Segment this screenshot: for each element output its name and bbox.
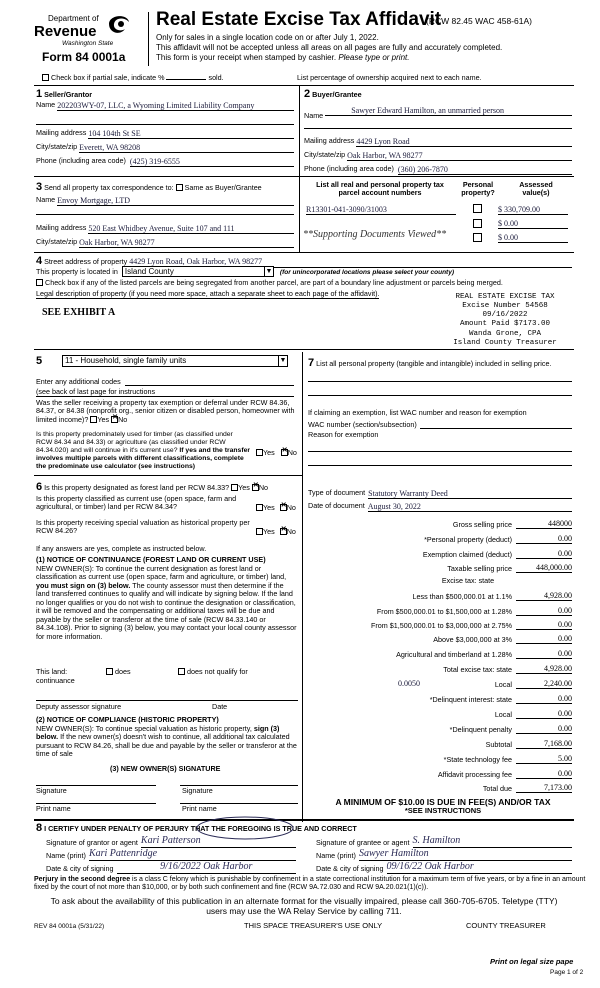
notice-2-bold: sign (3) below. — [36, 724, 280, 742]
wa-logo-icon — [105, 12, 131, 36]
calc-row — [308, 754, 572, 764]
chevron-down-icon: ▼ — [265, 268, 273, 275]
grantor-signature-field[interactable]: Kari Patterson — [141, 835, 296, 848]
buyer-mail-label: Mailing address — [304, 136, 355, 145]
calc-value[interactable]: 0.00 — [516, 620, 572, 630]
calc-label: Above $3,000,000 at 3% — [433, 634, 512, 644]
see-instructions: *SEE INSTRUCTIONS — [404, 806, 482, 815]
section-5-number: 5 — [36, 355, 43, 367]
doc-date-label: Date of document — [308, 501, 365, 510]
calc-label: Affidavit processing fee — [437, 769, 512, 779]
alternate-format-note: To ask about the availability of this publication in an alternate format for the visually impaired, please call 360-705-6705. Teletype (TTY) users may use the WA Relay Service by calling 711. — [50, 896, 558, 916]
page-title: Real Estate Excise Tax Affidavit — [156, 9, 442, 30]
calc-row — [308, 679, 572, 689]
seller-mail-field[interactable]: 104 104th St SE — [88, 129, 294, 139]
calc-label: *State technology fee — [443, 754, 512, 764]
exempt-yes-label: Yes — [97, 414, 110, 424]
calc-label: Exemption claimed (deduct) — [422, 549, 512, 559]
county-select[interactable] — [122, 266, 274, 277]
located-note: (for unincorporated locations please select your county) — [279, 269, 454, 276]
wac-label: WAC number (section/subsection) — [308, 420, 417, 429]
notice-1-title: (1) NOTICE OF CONTINUANCE (FOREST LAND OR CURRENT USE) — [36, 555, 266, 564]
sold-label: sold. — [208, 73, 224, 82]
codes-label: Enter any additional codes — [36, 377, 121, 386]
calc-row — [308, 739, 572, 749]
wac-number-field[interactable] — [420, 421, 572, 429]
calc-value[interactable]: 0.00 — [516, 694, 572, 704]
calc-row — [308, 709, 572, 719]
calc-value[interactable]: 0.00 — [516, 549, 572, 559]
exemption-claim-label: If claiming an exemption, list WAC number and reason for exemption — [308, 408, 527, 417]
street-label: Street address of property — [44, 257, 128, 266]
legal-size-note: Print on legal size pape — [490, 957, 574, 966]
calc-value[interactable]: 0.00 — [516, 769, 572, 779]
calc-row — [308, 591, 572, 601]
this-land-label: This land: — [36, 667, 68, 676]
seller-city-label: City/state/zip — [36, 142, 78, 151]
calc-row — [308, 664, 572, 674]
header-note-1: Only for sales in a single location code on or after July 1, 2022. — [156, 33, 379, 42]
calc-label: Excise tax: state — [441, 576, 495, 585]
grantor-name-field[interactable]: Kari Pattenridge — [89, 848, 296, 861]
doc-type-label: Type of document — [308, 488, 366, 497]
stamp-line-2: 09/16/2022 — [482, 311, 528, 320]
calc-value[interactable]: 4,928.00 — [516, 591, 572, 601]
seller-name-field[interactable]: 202203WY-07, LLC, a Wyoming Limited Liability Company — [57, 101, 294, 111]
buyer-phone-label: Phone (including area code) — [304, 164, 394, 173]
calc-label: Less than $500,000.01 at 1.1% — [412, 591, 512, 601]
calc-row — [308, 519, 572, 529]
calc-row — [308, 724, 572, 734]
exempt-no-label: No — [118, 414, 128, 424]
seller-phone-field[interactable]: (425) 319-6555 — [130, 157, 294, 167]
calc-row — [308, 620, 572, 630]
grantee-sig-label: Signature of grantee or agent — [316, 838, 410, 848]
ownership-note: List percentage of ownership acquired next to each name. — [297, 73, 482, 82]
notice-2-text-a: NEW OWNER(S): To continue special valuation as historic property, — [36, 724, 252, 733]
notice-1-text-b: The county assessor must then determine if the land transferred continues to qualify and will indicate by signing below. If the land no longer qualifies or you do not wish to continue the designation or classification, it will be removed and the compensating or additional taxes will be due and payable by the seller or transferor at the time of sale (RCW 84.33.140 or 84.34.108). Prior to signing (3) below, you may contact your local county assessor for more information. — [36, 580, 297, 641]
new-owner-signature-2[interactable]: Signature — [182, 786, 213, 795]
personal-property-label: List all personal property (tangible and intangible) included in selling price. — [316, 359, 552, 368]
continuance-label: continuance — [36, 676, 75, 685]
land-use-value: 11 - Household, single family units — [65, 356, 187, 365]
does-label: does — [115, 667, 131, 676]
grantee-date-label: Date & city of signing — [316, 864, 384, 874]
corr-name-field[interactable]: Envoy Mortgage, LTD — [57, 196, 294, 206]
buyer-phone-field[interactable]: (360) 206-7870 — [398, 165, 572, 175]
timber-yes-label: Yes — [263, 448, 275, 457]
assessor-date-label: Date — [212, 702, 228, 711]
grantor-name-label: Name (print) — [46, 851, 86, 861]
treasurer-space-label: THIS SPACE TREASURER'S USE ONLY — [244, 921, 383, 930]
calc-value[interactable]: 0.00 — [516, 709, 572, 719]
current-use-yes-checkbox[interactable] — [256, 504, 263, 511]
notice-2-title: (2) NOTICE OF COMPLIANCE (HISTORIC PROPERTY) — [36, 715, 219, 724]
exemption-question: Was the seller receiving a property tax exemption or deferral under RCW 84.36, 84.37, or 84.38 (nonprofit org., senior citizen or disabled person, homeowner with limited income)? — [36, 398, 295, 424]
header-note-3: This form is your receipt when stamped by cashier. — [156, 53, 337, 62]
calc-row — [308, 563, 572, 573]
section-8-number: 8 — [36, 822, 43, 834]
legal-description-label: Legal description of property (if you need more space, attach a separate sheet to each page of the affidavit). — [36, 289, 380, 298]
located-label: This property is located in — [36, 267, 118, 276]
grantor-date-field[interactable]: 9/16/2022 Oak Harbor — [117, 861, 296, 874]
forest-no-label: No — [258, 483, 269, 492]
doc-date-field[interactable]: August 30, 2022 — [368, 502, 572, 512]
grantee-name-label: Name (print) — [316, 851, 356, 861]
parcel-col-personal: Personal property? — [461, 180, 495, 198]
parcel-personal-checkbox-1[interactable] — [473, 204, 482, 213]
calc-label: *Delinquent interest: state — [429, 694, 512, 704]
calc-label: Total excise tax: state — [443, 664, 512, 674]
forest-no-checkbox[interactable] — [252, 484, 259, 491]
parcel-personal-checkbox-2[interactable] — [473, 219, 482, 228]
timber-yes-checkbox[interactable] — [256, 449, 263, 456]
notice-1-bold: you must sign on (3) below. — [36, 580, 131, 590]
does-not-label: does not qualify for — [187, 667, 248, 676]
parcel-col-accounts: List all real and personal property tax parcel account numbers — [316, 180, 444, 198]
rcw-ref: (RCW 82.45 WAC 458-61A) — [426, 16, 532, 26]
new-owner-signature-1[interactable]: Signature — [36, 786, 67, 795]
corr-city-field[interactable]: Oak Harbor, WA 98277 — [79, 238, 294, 248]
buyer-name-label: Name — [304, 111, 324, 120]
current-use-question: Is this property classified as current use (open space, farm and agricultural, or timber) land per RCW 84.34? — [36, 494, 237, 512]
timber-no-label: No — [287, 448, 297, 457]
calc-row — [308, 783, 572, 793]
calc-label: From $500,000.01 to $1,500,000 at 1.28% — [376, 606, 512, 616]
historical-yes-checkbox[interactable] — [256, 528, 263, 535]
header-note-2: This affidavit will not be accepted unless all areas on all pages are fully and accurately completed. — [156, 43, 503, 52]
seller-heading: Seller/Grantor — [44, 90, 93, 99]
corr-name-label: Name — [36, 195, 56, 204]
grantee-date-field[interactable]: 09/16/22 Oak Harbor — [387, 861, 572, 874]
calc-label: Subtotal — [485, 739, 512, 749]
calc-value[interactable]: 7,173.00 — [516, 783, 572, 793]
calc-value[interactable]: 5.00 — [516, 754, 572, 764]
calc-value[interactable]: 448000 — [516, 519, 572, 529]
codes-note: (see back of last page for instructions — [36, 388, 294, 397]
calc-value[interactable]: 0.00 — [516, 634, 572, 644]
stamp-line-1: Excise Number 54568 — [462, 302, 548, 311]
timber-bold-note: If yes and the transfer involves multiple parcels with different classifications, complete the predominate use calculator (see instructions) — [36, 447, 251, 471]
buyer-mail-field[interactable]: 4429 Lyon Road — [356, 137, 572, 147]
minimum-notice: A MINIMUM OF $10.00 IS DUE IN FEE(S) AND/OR TAX — [335, 797, 551, 807]
seller-phone-label: Phone (including area code) — [36, 156, 126, 165]
if-any-yes: If any answers are yes, complete as instructed below. — [36, 544, 207, 553]
calc-value[interactable]: 0.00 — [516, 534, 572, 544]
parcel-value-2[interactable]: $ 0.00 — [498, 219, 568, 229]
parcel-value-1[interactable]: $ 330,709.00 — [498, 205, 568, 215]
calc-label: Gross selling price — [452, 519, 512, 529]
new-owner-sig-heading: (3) NEW OWNER(S) SIGNATURE — [110, 764, 221, 773]
same-as-buyer-label: Same as Buyer/Grantee — [184, 183, 262, 192]
seller-city-field[interactable]: Everett, WA 98208 — [79, 143, 294, 153]
calc-value[interactable]: 0.00 — [516, 649, 572, 659]
exempt-no-checkbox[interactable] — [111, 416, 118, 423]
historical-no-checkbox[interactable] — [280, 528, 287, 535]
calc-row — [308, 549, 572, 559]
corr-city-label: City/state/zip — [36, 237, 78, 246]
rev-number: REV 84 0001a (5/31/22) — [34, 923, 105, 930]
section-4-number: 4 — [36, 255, 43, 267]
same-as-buyer-checkbox[interactable] — [176, 184, 183, 191]
local-rate: 0.0050 — [398, 679, 420, 688]
grantee-name-field[interactable]: Sawyer Hamilton — [359, 848, 572, 861]
parcel-value-3[interactable]: $ 0.00 — [498, 233, 568, 243]
calc-value[interactable]: 4,928.00 — [516, 664, 572, 674]
calc-label: Agricultural and timberland at 1.28% — [396, 649, 512, 659]
perjury-bold: Perjury in the second degree — [34, 876, 131, 883]
calc-row — [308, 606, 572, 616]
parcel-personal-checkbox-3[interactable] — [473, 233, 482, 242]
segregated-checkbox[interactable] — [36, 279, 43, 286]
header-note-3-italic: Please type or print. — [338, 53, 410, 62]
new-owner-print-2[interactable]: Print name — [182, 804, 217, 813]
calc-label: Local — [494, 679, 512, 689]
legal-description-field[interactable]: SEE EXHIBIT A — [42, 307, 116, 318]
timber-question: Is this property predominately used for timber (as classified under RCW 84.34 and 84.33) or agriculture (as classified under RCW 84.34.020) and will continue in it's current use? — [36, 431, 233, 455]
certify-statement: I CERTIFY UNDER PENALTY OF PERJURY THAT THE FOREGOING IS TRUE AND CORRECT — [44, 824, 357, 833]
dept-line1: Department of — [48, 14, 99, 23]
parcel-col-assessed: Assessed value(s) — [519, 180, 553, 198]
calc-label: From $1,500,000.01 to $3,000,000 at 2.75% — [370, 620, 512, 630]
buyer-name-field[interactable]: Sawyer Edward Hamilton, an unmarried person — [325, 106, 572, 116]
calc-value[interactable]: 7,168.00 — [516, 739, 572, 749]
calc-value[interactable]: 0.00 — [516, 724, 572, 734]
form-number: Form 84 0001a — [42, 50, 126, 64]
receipt-stamp — [440, 293, 570, 348]
calc-label: Total due — [482, 783, 512, 793]
new-owner-print-1[interactable]: Print name — [36, 804, 71, 813]
buyer-city-field[interactable]: Oak Harbor, WA 98277 — [347, 151, 572, 161]
page-number: Page 1 of 2 — [550, 969, 584, 976]
street-address-field[interactable]: 4429 Lyon Road, Oak Harbor, WA 98277 — [129, 255, 572, 268]
county-select-value: Island County — [124, 267, 174, 276]
forest-question: Is this property designated as forest land per RCW 84.33? — [44, 483, 230, 492]
partial-percent-field[interactable] — [166, 79, 206, 80]
historical-question: Is this property receiving special valuation as historical property per RCW 84.26? — [36, 518, 250, 536]
grantor-date-label: Date & city of signing — [46, 864, 114, 874]
historical-yes-label: Yes — [263, 527, 275, 536]
calc-value[interactable]: 2,240.00 — [516, 679, 572, 689]
grantee-signature-field[interactable]: S. Hamilton — [413, 835, 572, 848]
calc-row — [308, 634, 572, 644]
grantor-sig-label: Signature of grantor or agent — [46, 838, 138, 848]
notice-2-text-b: If the new owner(s) doesn't wish to continue, all additional tax calculated pursuant to RCW 84.26, shall be due and payable by the seller or transferor at the time of sale — [36, 732, 297, 759]
section-2-number: 2 — [304, 88, 311, 100]
supporting-docs-stamp: **Supporting Documents Viewed** — [303, 229, 447, 240]
current-use-no-label: No — [286, 503, 296, 512]
section-7-number: 7 — [308, 357, 315, 369]
dept-line3: Washington State — [62, 40, 114, 47]
does-checkbox[interactable] — [106, 668, 113, 675]
calc-label: *Personal property (deduct) — [424, 534, 512, 544]
section-1-number: 1 — [36, 88, 43, 100]
historical-no-label: No — [286, 527, 296, 536]
current-use-no-checkbox[interactable] — [280, 504, 287, 511]
county-treasurer-label: COUNTY TREASURER — [466, 921, 546, 930]
calc-row — [308, 534, 572, 544]
stamp-line-3: Amount Paid $7173.00 — [459, 320, 550, 329]
correspondence-label: Send all property tax correspondence to: — [44, 183, 174, 192]
calc-row — [308, 649, 572, 659]
stamp-line-5: Island County Treasurer — [453, 338, 557, 347]
does-not-checkbox[interactable] — [178, 668, 185, 675]
calc-label: *Delinquent penalty — [449, 724, 512, 734]
corr-mail-field[interactable]: 520 East Whidbey Avenue, Suite 107 and 111 — [88, 224, 294, 234]
partial-sale-label: Check box if partial sale, indicate % — [51, 73, 165, 82]
seller-mail-label: Mailing address — [36, 128, 87, 137]
calc-label: Local — [494, 709, 512, 719]
corr-mail-label: Mailing address — [36, 223, 87, 232]
assessor-signature-label: Deputy assessor signature — [36, 702, 122, 711]
calc-row — [308, 694, 572, 704]
doc-type-field[interactable]: Statutory Warranty Deed — [368, 489, 572, 499]
parcel-account-1[interactable]: R13301-041-3090/31003 — [306, 205, 456, 215]
seller-name-label: Name — [36, 100, 56, 109]
current-use-yes-label: Yes — [263, 503, 275, 512]
notice-1-text-a: NEW OWNER(S): To continue the current designation as forest land or classification as current use (open space, farm and agriculture, or timber) land, — [36, 564, 287, 582]
buyer-heading: Buyer/Grantee — [312, 90, 362, 99]
timber-no-checkbox[interactable] — [281, 449, 288, 456]
section-3-number: 3 — [36, 181, 43, 193]
calc-label: Taxable selling price — [447, 563, 512, 573]
partial-sale-checkbox[interactable] — [42, 74, 49, 81]
dept-line2: Revenue — [34, 23, 97, 40]
calc-row — [308, 769, 572, 779]
additional-codes-field[interactable] — [125, 378, 294, 386]
calc-value[interactable]: 448,000.00 — [516, 563, 572, 573]
calc-value[interactable]: 0.00 — [516, 606, 572, 616]
stamp-title: REAL ESTATE EXCISE TAX — [455, 293, 555, 301]
chevron-down-icon: ▼ — [279, 357, 287, 364]
land-use-select[interactable] — [62, 355, 288, 367]
buyer-city-label: City/state/zip — [304, 150, 346, 159]
segregated-label: Check box if any of the listed parcels are being segregated from another parcel, are part of a boundary line adjustment or parcels being merged. — [45, 278, 503, 287]
section-6-number: 6 — [36, 481, 43, 493]
calc-row — [308, 577, 572, 585]
perjury-text: is a class C felony which is punishable by confinement in a state correctional institution for a maximum term of five years, or by a fine in an amount fixed by the court of not more than $10,000, or by both such confinement and fine (RCW 9A.72.030 and RCW 9A.20.021(1)(c)). — [34, 876, 586, 891]
forest-yes-label: Yes — [238, 483, 250, 492]
stamp-line-4: Wanda Grone, CPA — [468, 329, 541, 338]
reason-label: Reason for exemption — [308, 430, 379, 439]
